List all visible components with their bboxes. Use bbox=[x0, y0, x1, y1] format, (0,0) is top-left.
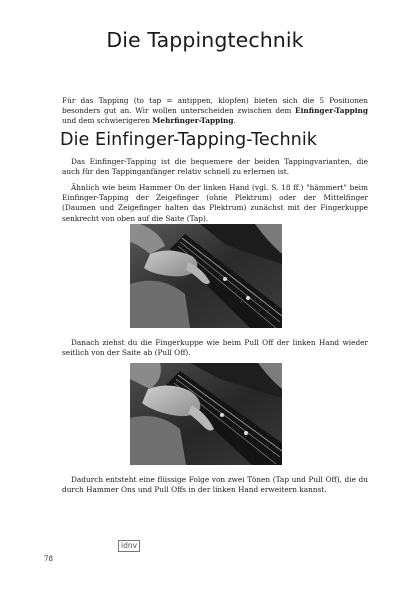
intro-bold-mehrfinger: Mehrfinger-Tapping bbox=[152, 116, 234, 126]
paragraph-2: Ähnlich wie beim Hammer On der linken Hand (vgl. S. 18 ff.) "hämmert" beim Einfinger-Tapping der Zeigefinger (ohne Plektrum) oder der Mittelfinger (Daumen und Zeigefinger halten das Plektrum) zunächst mit der Fingerkuppe senkrecht von oben auf die Saite (Tap). bbox=[62, 183, 368, 223]
page-number: 78 bbox=[44, 555, 53, 563]
intro-paragraph bbox=[62, 96, 368, 127]
intro-text-after: . bbox=[233, 116, 236, 126]
intro-text-middle: und dem schwierigeren bbox=[62, 116, 153, 126]
photo-tap bbox=[130, 224, 282, 328]
page-title: Die Tappingtechnik bbox=[106, 28, 304, 52]
paragraph-3: Danach ziehst du die Fingerkuppe wie beim Pull Off der linken Hand wieder seitlich von der Saite ab (Pull Off). bbox=[62, 338, 368, 358]
paragraph-1: Das Einfinger-Tapping ist die bequemere der beiden Tappingvarianten, die auch für den Tappinganfänger relativ schnell zu erlernen ist. bbox=[62, 157, 368, 177]
paragraph-4: Dadurch entsteht eine flüssige Folge von zwei Tönen (Tap und Pull Off), die du durch Hammer Ons und Pull Offs in der linken Hand erweitern kannst. bbox=[62, 475, 368, 495]
watermark-badge: idnv bbox=[118, 540, 140, 552]
intro-text-before: Für das Tapping (to tap = antippen, klopfen) bieten sich die 5 Positionen besonders gut an. Wir wollen unterscheiden zwischen dem bbox=[62, 96, 368, 116]
section-heading: Die Einfinger-Tapping-Technik bbox=[60, 130, 318, 150]
photo-pull-off bbox=[130, 363, 282, 465]
intro-bold-einfinger: Einfinger-Tapping bbox=[295, 106, 368, 116]
